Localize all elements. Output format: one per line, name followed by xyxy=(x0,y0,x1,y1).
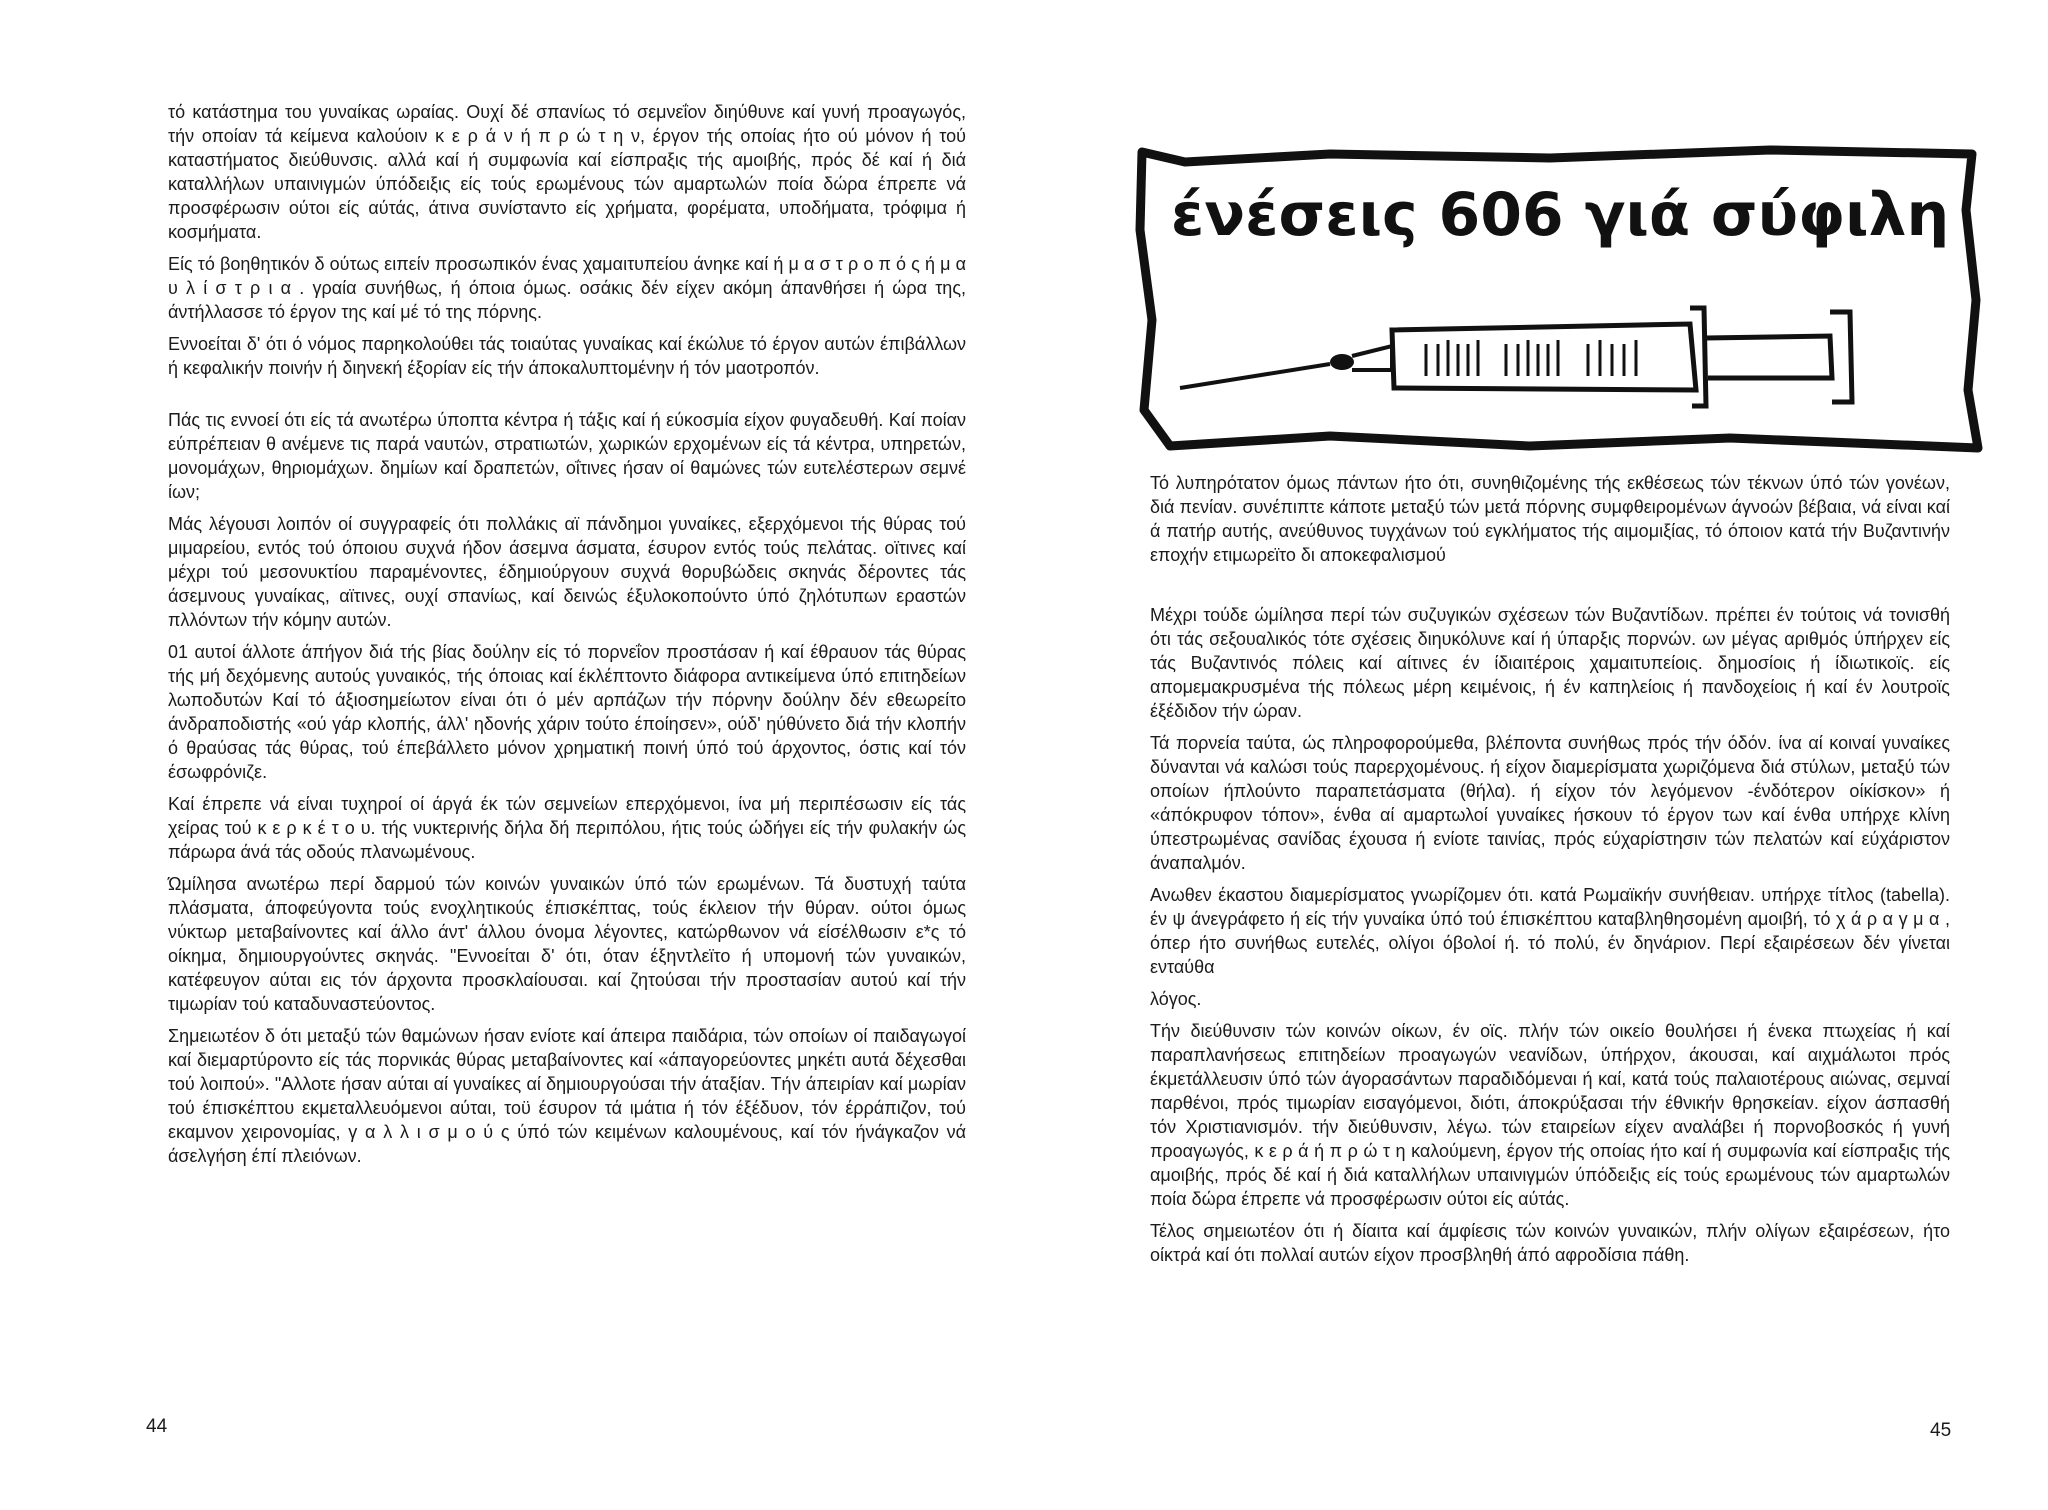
left-page-text xyxy=(168,100,966,1176)
paragraph: Πάς τις εννοεί ότι είς τά ανωτέρω ύποπτα κέντρα ή τάξις καί ή εύκοσμία είχον φυγαδευθή. Καί ποίαν εύπρέπειαν θ ανέμενε τις παρά ναυτών, στρατιωτών, χωρικών ερχομένων είς τά κέντρα, υπηρετών, μονομάχων, θηριομάχων. δημίων καί δραπετών, οΐτινες ήσαν οί θαμώνες τών ευτελέστερων σεμνέ ίων; xyxy=(168,410,966,502)
paragraph: Ώμίλησα ανωτέρω περί δαρμού τών κοινών γυναικών ύπό τών ερωμένων. Τά δυστυχή ταύτα πλάσματα, άποφεύγοντα τούς ενοχλητικούς έπισκέπτας, τούς έκλειον τήν θύραν. ούτοι όμως νύκτωρ μεταβαίνοντες καί άλλο άντ' άλλου όνομα λέγοντες, κατώρθωνον νά είσέλθωσιν ε*ς τό οίκημα, δημιουργούντες σκηνάς. "Εννοείται δ' ότι, όταν έξηντλεϊτο ή υπομονή τών γυναικών, κατέφευγον αύται εις τόν άρχοντα προσκλαίουσαι. καί ζητούσαι τήν προστασίαν αυτού καί τήν τιμωρίαν τού καταδυναστεύοντος. xyxy=(168,874,966,1014)
paragraph: Καί έπρεπε νά είναι τυχηροί οί άργά έκ τών σεμνείων επερχόμενοι, ίνα μή περιπέσωσιν είς τάς χείρας τού κ ε ρ κ έ τ ο υ. τής νυκτερινής δήλα δή περιπόλου, ήτις τούς ώδήγει είς τήν φυλακήν ώς πάρωρα άνά τάς οδούς πλανωμένους. xyxy=(168,794,966,862)
paragraph: Τά πορνεία ταύτα, ώς πληροφορούμεθα, βλέποντα συνήθως πρός τήν όδόν. ίνα αί κοιναί γυναίκες δύνανται νά καλώσι τούς παρερχομένους. ή είχον διαμερίσματα χωριζόμενα διά στύλων, μεταξύ τών οποίων ήπλούντο παραπετάσματα (θήλα). ή είχον τόν λεγόμενον -ένδότερον οίκίσκον» ή «άπόκρυφον τόπον», ένθα αί αμαρτωλοί γυναίκες ήσκουν τό έργον των καί ένθα υπήρχε κλίνη ύπεστρωμένας σανίδας έχουσα ή ενίοτε ταινίας, πρός εύχαρίστησιν τών πελατών καί εύχάριστον άναπαλμόν. xyxy=(1150,733,1950,873)
paragraph: Τήν διεύθυνσιν τών κοινών οίκων, έν οϊς. πλήν τών οικείο θουλήσει ή ένεκα πτωχείας ή καί παραπλανήσεως επιτηδείων προαγωγών νεανίδων, ύπήρχον, άκουσαι, καί αιχμάλωτοι πρός έκμετάλλευσιν ύπό τών άγορασάντων παραδιδόμεναι ή καί, κατά τούς παλαιοτέρους αιώνας, σεμναί παρθένοι, πρός τιμωρίαν εισαγόμενοι, διότι, άποκρύξασαι τήν έθνικήν θρησκείαν. είχον άσπασθή τόν Χριστιανισμόν. τήν διεύθυνσιν, λέγω. τών εταιρείων είχεν αναλάβει ή πορνοβοσκός ή γυνή προαγωγός, κ ε ρ ά ή π ρ ώ τ η καλούμενη, έργον τής οποίας ήτο καί ή συμφωνία καί είσπραξις τής αμοιβής, πρός δέ καί ή διά καταλλήλων υπαινιγμών ύπόδειξις είς τούς ερωμένους τών αμαρτωλών ποία δώρα έπρεπε νά προσφέρωσιν ούτοι είς αύτάς. xyxy=(1150,1021,1950,1209)
page-number: 45 xyxy=(1930,1420,1952,1441)
paragraph: Τό λυπηρότατον όμως πάντων ήτο ότι, συνηθιζομένης τής εκθέσεως τών τέκνων ύπό τών γονέων, διά πενίαν. συνέπιπτε κάποτε μεταξύ τών μετά πόρνης συμφθειρομένων άγνοών βέβαια, νά είναι καί ά πατήρ αυτής, ανεύθυνος τυγχάνων τού εγκλήματος τής αιμομιξίας, τό όποιον κατά τήν Βυζαντινήν εποχήν ετιμωρεϊτο δι αποκεφαλισμού xyxy=(1150,473,1950,565)
paragraph: Σημειωτέον δ ότι μεταξύ τών θαμώνων ήσαν ενίοτε καί άπειρα παιδάρια, τών οποίων οί παιδαγωγοί καί διεμαρτύροντο είς τάς πορνικάς θύρας μεταβαίνοντες καί «άπαγορεύοντες μηκέτι αυτά δέχεσθαι τού λοιπού». "Αλλοτε ήσαν αύται αί γυναίκες αί δημιουργούσαι τήν άταξίαν. Τήν άπειρίαν καί μωρίαν τού έπισκέπτου εκμεταλλευόμενοι αύται, τοϋ έσυρον τά ιμάτια ή τόν έξέδυον, τόν έρράπιζον, τού εκαμνον χειρονομίας, γ α λ λ ι σ μ ο ύ ς ύπό τών κειμένων καλουμένους, καί τόν ήνάγκαζον νά άσελγήση έπί πλειόνων. xyxy=(168,1026,966,1166)
paragraph: Μέχρι τούδε ώμίλησα περί τών συζυγικών σχέσεων τών Βυζαντίδων. πρέπει έν τούτοις νά τονισθή ότι τάς σεξουαλικός τότε σχέσεις διηυκόλυνε καί ή ύπαρξις πορνών. ων μέγας αριθμός ύπήρχεν είς τάς Βυζαντινός πόλεις καί αίτινες έν ίδιαιτέροις χαμαιτυπείοις. δημοσίοις ή ίδιωτικοϊς. είς απομεμακρυσμένα τής πόλεως μέρη κειμένοις, ή έν καπηλείοις ή πανδοχείοις ή καί έν λουτροϊς έξέδιδον τήν ώραν. xyxy=(1150,605,1950,721)
page-number: 44 xyxy=(146,1416,168,1437)
paragraph: Τέλος σημειωτέον ότι ή δίαιτα καί άμφίεσις τών κοινών γυναικών, πλήν ολίγων εξαιρέσεων, ήτο οίκτρά καί ότι πολλαί αυτών είχον προσβληθή άπό αφροδίσια πάθη. xyxy=(1150,1221,1950,1265)
paragraph: τό κατάστημα του γυναίκας ωραίας. Ουχί δέ σπανίως τό σεμνεΐον διηύθυνε καί γυνή προαγωγός, τήν οποίαν τά κείμενα καλούοιν κ ε ρ ά ν ή π ρ ώ τ η ν, έργον τής οποίας ήτο ού μόνον ή τού καταστήματος διεύθυνσις. αλλά καί ή συμφωνία καί είσπραξις τής αμοιβής, πρός δέ καί ή διά καταλλήλων υπαινιγμών ύπόδειξις είς τούς ερωμένους τών αμαρτωλών ποία δώρα έπρεπε νά προσφέρωσιν ούτοι είς αύτάς, άτινα συνίσταντο είς χρήματα, φορέματα, υποδήματα, τρόφιμα ή κοσμήματα. xyxy=(168,102,966,242)
illustration-caption: ένέσεις 606 γιά σύφιλη xyxy=(1170,180,1950,250)
paragraph: Είς τό βοηθητικόν δ ούτως ειπείν προσωπικόν ένας χαμαιτυπείου άνηκε καί ή μ α σ τ ρ ο π ό ς ή μ α υ λ ί σ τ ρ ι α . γραία συνήθως, ή όποια όμως. οσάκις δέν είχεν ακόμη άπανθήσει ή ώρα της, άντήλλασσε τό έργον της καί μέ τό της πόρνης. xyxy=(168,254,966,322)
paragraph: Μάς λέγουσι λοιπόν οί συγγραφείς ότι πολλάκις αϊ πάνδημοι γυναίκες, εξερχόμενοι τής θύρας τού μιμαρείου, εντός τού όποιου συχνά ήδον άσεμνα άσματα, έσυρον εντός τούς πελάτας. οϊτινες καί μέχρι τού μεσονυκτίου παραμένοντες, έδημιούργουν συχνά θορυβώδεις σκηνάς δέροντες τάς άσεμνους γυναίκας, αϊτινες, ουχί σπανίως, καί δεινώς έξυλοκοπούντο ύπό ζηλότυπων εραστών πλλόντων τήν κόμην αυτών. xyxy=(168,514,966,630)
paragraph: λόγος. xyxy=(1150,989,1202,1009)
syringe-illustration xyxy=(1130,140,1990,460)
paragraph: Ανωθεν έκαστου διαμερίσματος γνωρίζομεν ότι. κατά Ρωμαϊκήν συνήθειαν. υπήρχε τίτλος (tabella). έν ψ άνεγράφετο ή είς τήν γυναίκα ύπό τού έπισκέπτου καταβληθησομένη αμοιβή, τό χ ά ρ α γ μ α , όπερ ήτο συνήθως ευτελές, ολίγοι όβολοί ή. τό πολύ, έν δηνάριον. Περί εξαιρέσεων δέν γίνεται ενταύθα xyxy=(1150,885,1950,977)
paragraph: Εννοείται δ' ότι ό νόμος παρηκολούθει τάς τοιαύτας γυναίκας καί έκώλυε τό έργον αυτών έπιβάλλων ή κεφαλικήν ποινήν ή διηνεκή έξορίαν είς τήν άποκαλυπτομένην ή τόν μαοτροπόν. xyxy=(168,334,966,378)
right-page-text xyxy=(1150,471,1950,1275)
syringe-drawing xyxy=(1130,140,1990,460)
paragraph: 01 αυτοί άλλοτε άπήγον διά τής βίας δούλην είς τό πορνεΐον προστάσαν ή καί έθραυον τάς θύρας τής μή δεχόμενης αυτούς γυναικός, τής όποιας καί έκλέπτοντο διάφορα αντικείμενα ύπό επιτηδείων λωποδυτών Καί τό άξιοσημείωτον είναι ότι ό μέν αρπάζων τήν πόρνην δούλην δέν εθεωρείτο άνδραποδιστής «ού γάρ κλοπής, άλλ' ηδονής χάριν τούτο έποίησεν», ούδ' ηύθύνετο διά τήν κλοπήν ό θραύσας τάς θύρας, τού έπεβάλλετο μόνον χρηματική ποινή ύπό τού άρχοντος, όστις καί τόν έσωφρόνιζε. xyxy=(168,642,966,782)
